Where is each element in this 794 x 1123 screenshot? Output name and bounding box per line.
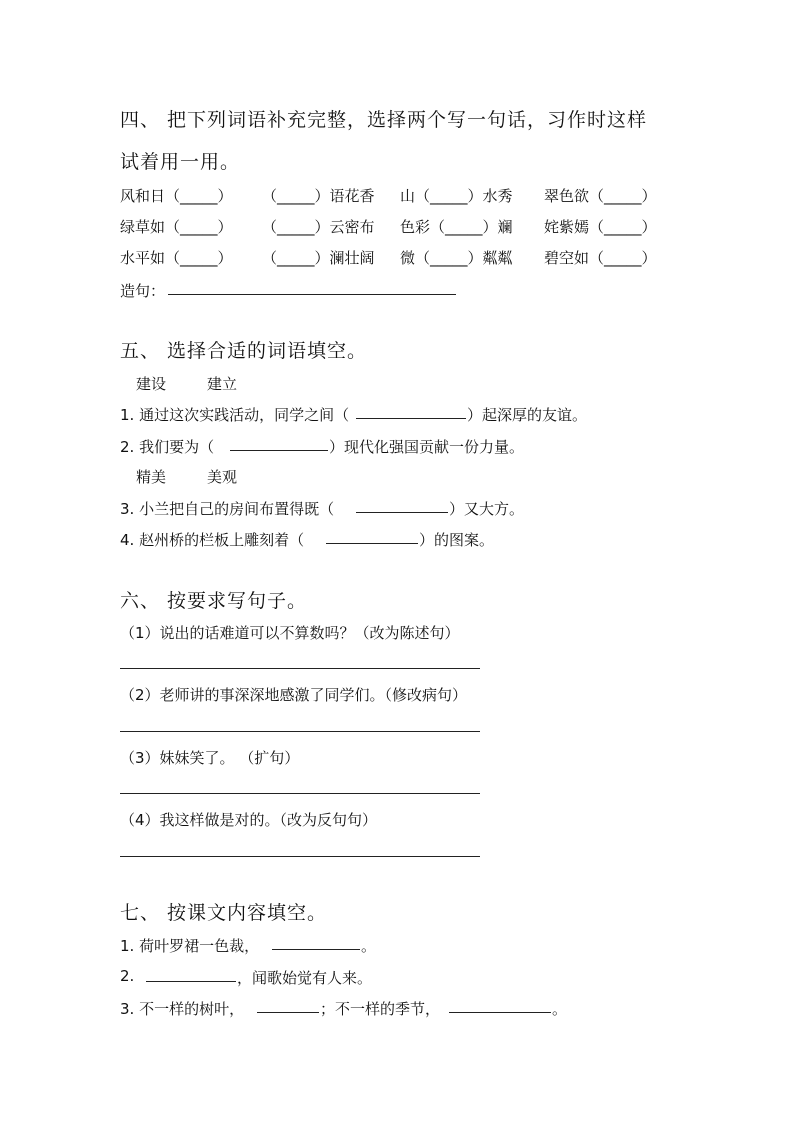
answer-blank[interactable] (356, 418, 466, 419)
section4-title-line2: 试着用一用。 (120, 151, 241, 173)
section5-title: 五、 选择合适的词语填空。 (120, 340, 368, 362)
sentence-answer-line[interactable] (168, 294, 456, 295)
answer-blank[interactable] (257, 1012, 319, 1013)
question-text: 1. 荷叶罗裙一色裁， (120, 937, 260, 955)
idiom-blank[interactable]: （_____）云密布 (262, 218, 375, 236)
question-text: 。 (552, 1000, 568, 1018)
question-text: 4. 赵州桥的栏板上雕刻着（ (120, 531, 305, 549)
question-text: 2. (120, 967, 135, 985)
idiom-blank[interactable]: 色彩（_____）斓 (400, 218, 513, 236)
idiom-blank[interactable]: 翠色欲（_____） (544, 187, 657, 205)
question-text: ，闻歌始觉有人来。 (237, 969, 373, 987)
word-choice: 建立 (207, 375, 238, 393)
question-text: ；不一样的季节， (320, 1000, 441, 1018)
idiom-blank[interactable]: （_____）语花香 (262, 187, 375, 205)
idiom-blank[interactable]: 碧空如（_____） (544, 249, 657, 267)
sentence-task: （2）老师讲的事深深地感激了同学们。（修改病句） (120, 686, 468, 704)
question-text: ）的图案。 (419, 531, 495, 549)
question-text: 3. 小兰把自己的房间布置得既（ (120, 500, 335, 518)
sentence-task: （3）妹妹笑了。 （扩句） (120, 749, 300, 767)
idiom-blank[interactable]: （_____）澜壮阔 (262, 249, 375, 267)
sentence-task: （1）说出的话难道可以不算数吗？（改为陈述句） (120, 624, 460, 642)
word-choice: 美观 (207, 468, 238, 486)
answer-blank[interactable] (449, 1012, 551, 1013)
section4-title-line1: 四、 把下列词语补充完整，选择两个写一句话，习作时这样 (120, 109, 648, 131)
section6-title: 六、 按要求写句子。 (120, 590, 308, 612)
answer-blank[interactable] (356, 512, 448, 513)
answer-blank[interactable] (146, 981, 236, 982)
idiom-blank[interactable]: 姹紫嫣（_____） (544, 218, 657, 236)
sentence-task: （4）我这样做是对的。（改为反句句） (120, 811, 378, 829)
answer-blank[interactable] (326, 543, 418, 544)
answer-blank[interactable] (272, 949, 360, 950)
answer-line[interactable] (120, 793, 480, 794)
word-choice: 精美 (136, 468, 167, 486)
question-text: ）现代化强国贡献一份力量。 (329, 438, 525, 456)
answer-line[interactable] (120, 856, 480, 857)
idiom-blank[interactable]: 微（_____）粼粼 (400, 249, 513, 267)
idiom-blank[interactable]: 绿草如（_____） (120, 218, 233, 236)
question-text: 1. 通过这次实践活动，同学之间（ (120, 406, 350, 424)
answer-line[interactable] (120, 668, 480, 669)
answer-blank[interactable] (230, 450, 328, 451)
idiom-blank[interactable]: 风和日（_____） (120, 187, 233, 205)
idiom-blank[interactable]: 山（_____）水秀 (400, 187, 513, 205)
section7-title: 七、 按课文内容填空。 (120, 902, 328, 924)
word-choice: 建设 (136, 375, 167, 393)
question-text: 2. 我们要为（ (120, 438, 215, 456)
question-text: 。 (361, 937, 377, 955)
question-text: ）又大方。 (449, 500, 525, 518)
idiom-blank[interactable]: 水平如（_____） (120, 249, 233, 267)
answer-line[interactable] (120, 731, 480, 732)
sentence-label: 造句： (120, 282, 166, 300)
question-text: ）起深厚的友谊。 (467, 406, 588, 424)
question-text: 3. 不一样的树叶， (120, 1000, 245, 1018)
